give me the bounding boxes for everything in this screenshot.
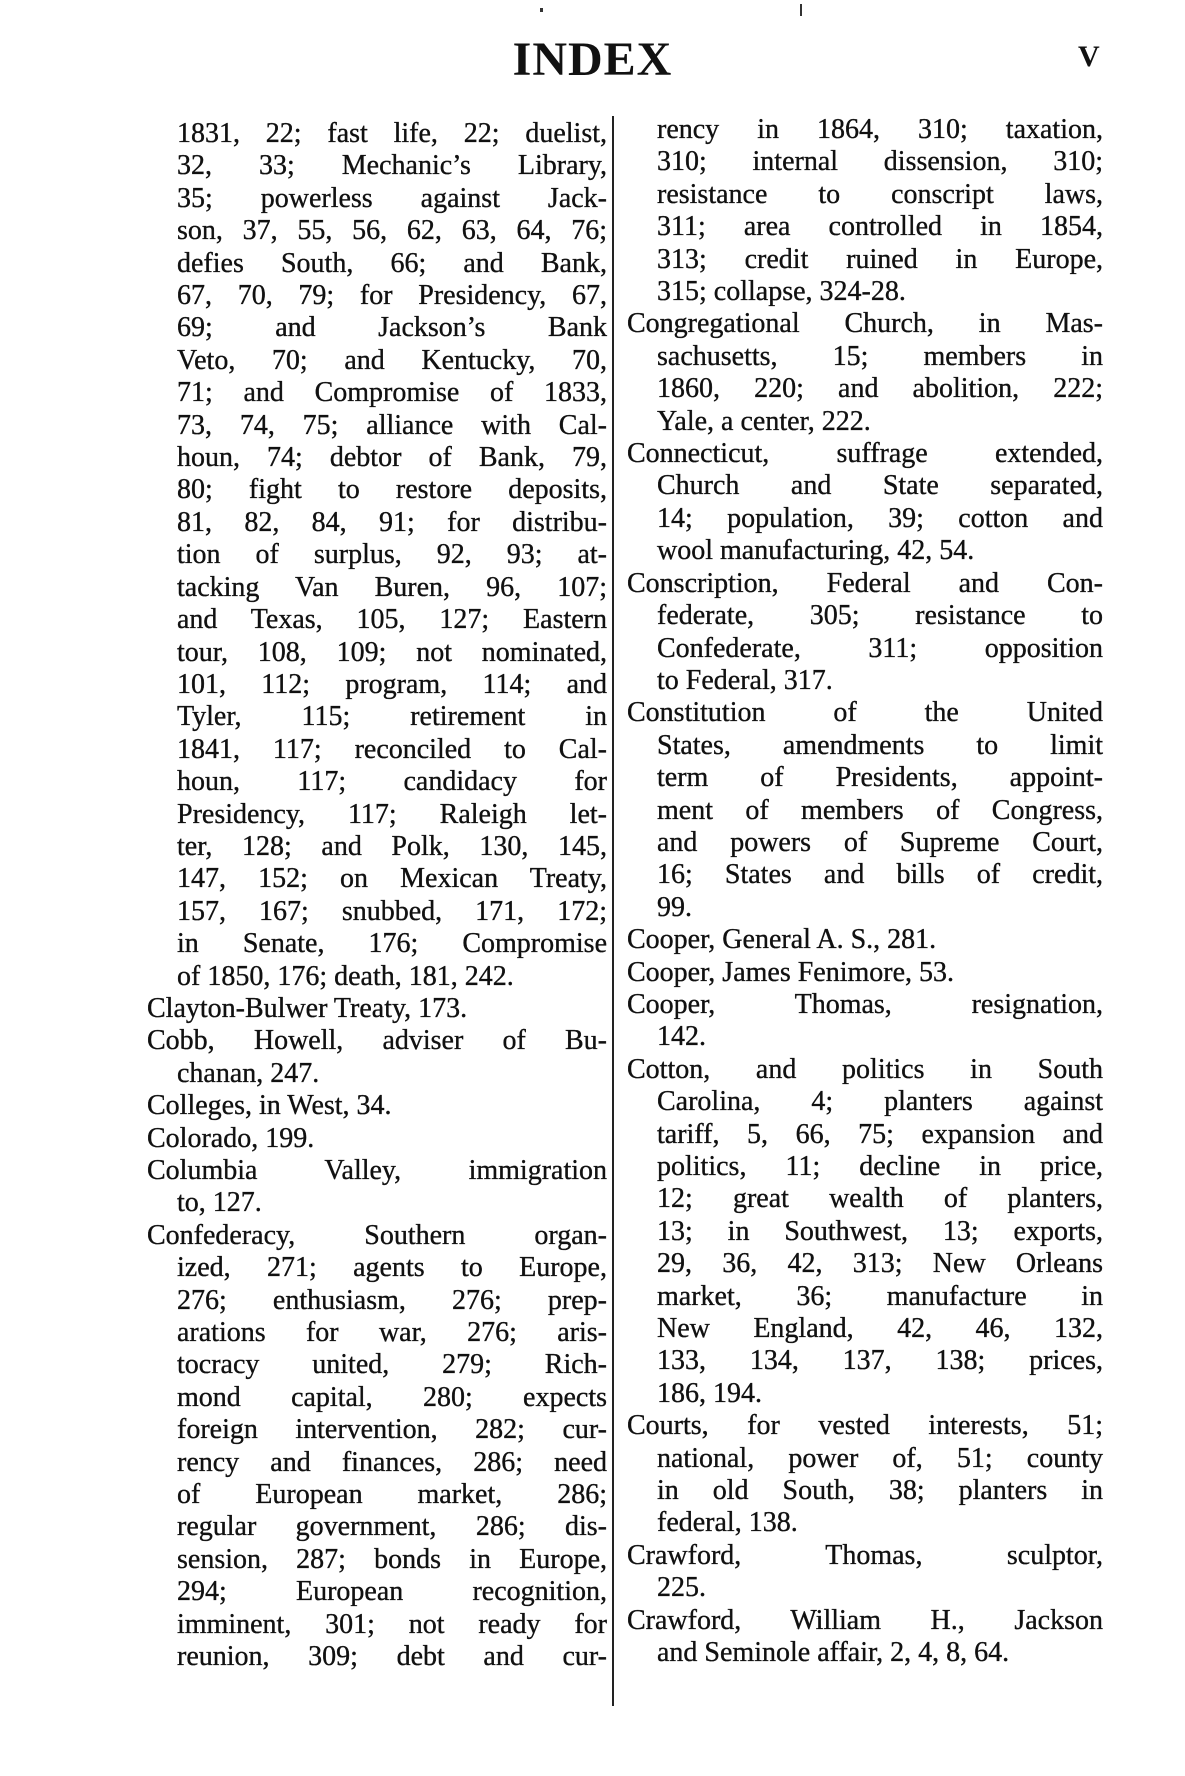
index-column-right — [627, 114, 1103, 1670]
index-entry-line: Crawford, Thomas, sculptor, — [627, 1539, 1103, 1571]
index-entry-line: Congregational Church, in Mas- — [627, 308, 1103, 340]
running-head-title: INDEX — [512, 33, 673, 86]
index-entry-line: Presidency, 117; Raleigh let- — [177, 798, 607, 830]
index-entry-line: tariff, 5, 66, 75; expansion and — [657, 1118, 1103, 1150]
index-entry-line: of 1850, 176; death, 181, 242. — [177, 960, 514, 992]
column-divider — [612, 116, 614, 1706]
index-entry-line: defies South, 66; and Bank, — [177, 247, 607, 279]
index-entry-line: 67, 70, 79; for Presidency, 67, — [177, 280, 607, 312]
index-entry-line: 99. — [657, 891, 692, 923]
index-entry-line: Cotton, and politics in South — [627, 1053, 1103, 1085]
index-entry-line: national, power of, 51; county — [657, 1442, 1103, 1474]
index-entry — [627, 568, 1103, 698]
index-entry-line: Colorado, 199. — [147, 1122, 315, 1154]
index-entry-line: son, 37, 55, 56, 62, 63, 64, 76; — [177, 215, 607, 247]
index-entry-line: regular government, 286; dis- — [177, 1511, 607, 1543]
index-entry-line: Veto, 70; and Kentucky, 70, — [177, 344, 607, 376]
index-entry-line: Cooper, James Fenimore, 53. — [627, 956, 955, 988]
index-entry-line: Cooper, Thomas, resignation, — [627, 988, 1103, 1020]
index-entry-line: 80; fight to restore deposits, — [177, 474, 607, 506]
index-entry — [627, 1054, 1103, 1410]
index-entry-line: Connecticut, suffrage extended, — [627, 438, 1103, 470]
index-entry-line: imminent, 301; not ready for — [177, 1608, 607, 1640]
index-entry-line: 157, 167; snubbed, 171, 172; — [177, 895, 607, 927]
index-entry-line: Yale, a center, 222. — [657, 405, 871, 437]
index-entry-line: New England, 42, 46, 132, — [657, 1313, 1103, 1345]
index-entry-line: and powers of Supreme Court, — [657, 826, 1103, 858]
index-entry-line: Crawford, William H., Jackson — [627, 1604, 1103, 1636]
index-entry-line: mond capital, 280; expects — [177, 1381, 607, 1413]
index-entry-line: Church and State separated, — [657, 470, 1103, 502]
index-entry-line: ment of members of Congress, — [657, 794, 1103, 826]
index-entry-line: sension, 287; bonds in Europe, — [177, 1543, 607, 1575]
index-entry-line: houn, 74; debtor of Bank, 79, — [177, 442, 607, 474]
index-entry — [627, 1540, 1103, 1605]
index-entry-line: ter, 128; and Polk, 130, 145, — [177, 830, 607, 862]
index-entry-line: federate, 305; resistance to — [657, 600, 1103, 632]
index-entry-line: 73, 74, 75; alliance with Cal- — [177, 409, 607, 441]
index-entry-line: 142. — [657, 1021, 706, 1053]
index-entry-line: 14; population, 39; cotton and — [657, 502, 1103, 534]
index-entry-line: in Senate, 176; Compromise — [177, 928, 607, 960]
index-entry — [627, 114, 1103, 308]
index-entry-line: sachusetts, 15; members in — [657, 340, 1103, 372]
index-entry-line: chanan, 247. — [177, 1057, 320, 1089]
index-entry-line: foreign intervention, 282; cur- — [177, 1414, 607, 1446]
index-entry-line: resistance to conscript laws, — [657, 178, 1103, 210]
index-entry-line: 1831, 22; fast life, 22; duelist, — [177, 118, 607, 149]
index-entry-line: tion of surplus, 92, 93; at- — [177, 539, 607, 571]
index-entry-line: market, 36; manufacture in — [657, 1280, 1103, 1312]
index-entry-line: Tyler, 115; retirement in — [177, 701, 607, 733]
index-entry-line: Confederate, 311; opposition — [657, 632, 1103, 664]
page-number: V — [1078, 40, 1100, 73]
index-entry-line: Cobb, Howell, adviser of Bu- — [147, 1025, 607, 1057]
index-entry-line: federal, 138. — [657, 1507, 798, 1539]
scan-speck — [540, 8, 543, 12]
index-entry — [627, 697, 1103, 924]
index-entry-line: and Texas, 105, 127; Eastern — [177, 604, 607, 636]
index-entry-line: Carolina, 4; planters against — [657, 1086, 1103, 1118]
index-entry-line: to Federal, 317. — [657, 664, 833, 696]
index-entry — [627, 957, 1103, 989]
index-entry-line: 71; and Compromise of 1833, — [177, 377, 607, 409]
index-entry-line: tour, 108, 109; not nominated, — [177, 636, 607, 668]
index-entry — [147, 1155, 607, 1220]
index-entry-line: Confederacy, Southern organ- — [147, 1219, 607, 1251]
index-entry — [147, 993, 607, 1025]
index-entry-line: 101, 112; program, 114; and — [177, 668, 607, 700]
index-entry-line: rency in 1864, 310; taxation, — [657, 114, 1103, 145]
index-entry — [627, 1410, 1103, 1540]
index-entry-line: 294; European recognition, — [177, 1576, 607, 1608]
index-entry — [627, 1605, 1103, 1670]
index-entry-line: 1841, 117; reconciled to Cal- — [177, 733, 607, 765]
index-entry-line: Courts, for vested interests, 51; — [627, 1410, 1103, 1442]
index-entry — [147, 1025, 607, 1090]
index-entry-line: 81, 82, 84, 91; for distribu- — [177, 506, 607, 538]
scan-speck — [800, 4, 802, 16]
index-entry-line: 225. — [657, 1572, 706, 1604]
index-entry — [147, 1123, 607, 1155]
index-entry-line: 147, 152; on Mexican Treaty, — [177, 863, 607, 895]
index-entry-line: wool manufacturing, 42, 54. — [657, 535, 975, 567]
index-entry-line: and Seminole affair, 2, 4, 8, 64. — [657, 1637, 1010, 1669]
index-entry — [147, 1090, 607, 1122]
index-entry-line: 12; great wealth of planters, — [657, 1183, 1103, 1215]
index-entry — [147, 1220, 607, 1674]
index-entry — [147, 118, 607, 993]
index-entry-line: to, 127. — [177, 1187, 262, 1219]
index-entry-line: ized, 271; agents to Europe, — [177, 1252, 607, 1284]
index-entry — [627, 438, 1103, 568]
index-entry-line: reunion, 309; debt and cur- — [177, 1641, 607, 1673]
index-entry-line: term of Presidents, appoint- — [657, 762, 1103, 794]
index-entry-line: 16; States and bills of credit, — [657, 859, 1103, 891]
index-entry-line: 35; powerless against Jack- — [177, 182, 607, 214]
index-entry-line: 186, 194. — [657, 1377, 762, 1409]
index-entry-line: 310; internal dissension, 310; — [657, 146, 1103, 178]
index-entry-line: arations for war, 276; aris- — [177, 1317, 607, 1349]
index-entry-line: of European market, 286; — [177, 1479, 607, 1511]
index-entry-line: tacking Van Buren, 96, 107; — [177, 571, 607, 603]
index-entry-line: 133, 134, 137, 138; prices, — [657, 1345, 1103, 1377]
index-entry-line: Columbia Valley, immigration — [147, 1155, 607, 1186]
index-entry-line: 69; and Jackson’s Bank — [177, 312, 607, 344]
index-entry-line: Conscription, Federal and Con- — [627, 567, 1103, 599]
index-entry — [627, 989, 1103, 1054]
index-entry-line: 32, 33; Mechanic’s Library, — [177, 150, 607, 182]
index-entry-line: States, amendments to limit — [657, 729, 1103, 761]
index-entry-line: 29, 36, 42, 313; New Orleans — [657, 1248, 1103, 1280]
index-entry — [627, 924, 1103, 956]
index-entry-line: Clayton-Bulwer Treaty, 173. — [147, 992, 468, 1024]
index-entry-line: Colleges, in West, 34. — [147, 1090, 392, 1122]
index-entry-line: 1860, 220; and abolition, 222; — [657, 373, 1103, 405]
index-entry — [627, 308, 1103, 438]
index-entry-line: houn, 117; candidacy for — [177, 766, 607, 798]
index-entry-line: Cooper, General A. S., 281. — [627, 924, 937, 956]
index-entry-line: 313; credit ruined in Europe, — [657, 243, 1103, 275]
index-column-left — [147, 118, 607, 1674]
index-entry-line: rency and finances, 286; need — [177, 1446, 607, 1478]
index-entry-line: 276; enthusiasm, 276; prep- — [177, 1284, 607, 1316]
index-entry-line: politics, 11; decline in price, — [657, 1151, 1103, 1182]
index-entry-line: tocracy united, 279; Rich- — [177, 1349, 607, 1381]
index-entry-line: Constitution of the United — [627, 697, 1103, 729]
index-entry-line: in old South, 38; planters in — [657, 1475, 1103, 1507]
index-entry-line: 311; area controlled in 1854, — [657, 211, 1103, 243]
index-entry-line: 315; collapse, 324-28. — [657, 276, 906, 308]
index-entry-line: 13; in Southwest, 13; exports, — [657, 1215, 1103, 1247]
